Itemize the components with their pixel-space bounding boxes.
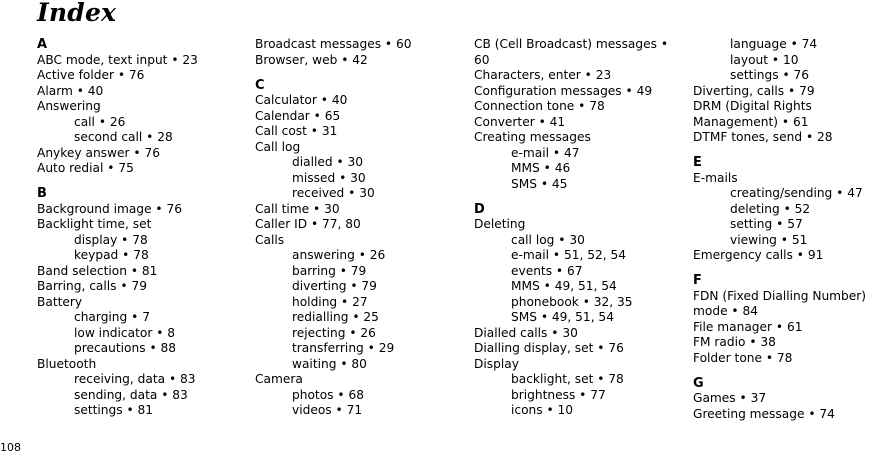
index-subentry: videos • 71 [292,403,363,417]
index-subentry: rejecting • 26 [292,325,376,340]
index-entry: Configuration messages • 49 [474,83,653,98]
index-entry: Active folder • 76 [37,68,145,82]
index-subentry: sending, data • 83 [74,387,188,402]
index-entry: Management) • 61 [693,114,809,129]
index-entry: Dialled calls • 30 [474,325,578,340]
index-entry: Auto redial • 75 [37,161,134,175]
index-subentry: display • 78 [74,232,148,247]
index-entry: mode • 84 [693,304,759,318]
index-entry: Creating messages [474,130,591,144]
index-subentry: barring • 79 [292,263,367,278]
index-subentry: second call • 28 [74,130,173,144]
index-entry: E-mails [693,170,738,185]
index-entry: DRM (Digital Rights [693,99,812,113]
index-entry: Alarm • 40 [37,83,104,98]
index-column-1 [37,37,198,419]
index-subentry: setting • 57 [730,217,803,231]
index-entry: Connection tone • 78 [474,99,605,113]
index-entry: DTMF tones, send • 28 [693,130,833,144]
index-subentry: charging • 7 [74,310,150,324]
index-entry: Call time • 30 [255,201,340,216]
index-column-2 [255,37,412,419]
index-subentry: phonebook • 32, 35 [511,294,633,309]
index-subentry: call • 26 [74,114,126,129]
index-subentry: SMS • 45 [511,176,568,191]
index-entry: Camera [255,372,303,386]
index-subentry: waiting • 80 [292,356,367,371]
index-entry: ABC mode, text input • 23 [37,52,198,67]
page-number: 108 [0,441,21,454]
index-entry: FDN (Fixed Dialling Number) [693,288,867,303]
index-subentry: settings • 76 [730,68,810,82]
index-entry: File manager • 61 [693,319,803,334]
index-entry: Answering [37,99,101,113]
index-entry: Diverting, calls • 79 [693,83,815,98]
index-subentry: backlight, set • 78 [511,372,624,386]
index-entry: Folder tone • 78 [693,350,793,365]
index-entry: Broadcast messages • 60 [255,37,412,51]
index-subentry: low indicator • 8 [74,325,176,340]
index-subentry: answering • 26 [292,248,386,262]
index-subentry: diverting • 79 [292,279,377,293]
index-subentry: icons • 10 [511,403,574,417]
index-entry: Emergency calls • 91 [693,248,824,262]
index-column-4 [693,37,866,422]
index-entry: Calculator • 40 [255,93,348,107]
index-entry: Battery [37,294,83,309]
index-subentry: received • 30 [292,186,375,200]
index-section-letter: C [255,77,265,93]
index-section-letter: G [693,375,704,391]
index-subentry: MMS • 49, 51, 54 [511,279,617,293]
index-entry: Browser, web • 42 [255,52,368,67]
index-subentry: receiving, data • 83 [74,372,196,386]
index-subentry: holding • 27 [292,294,368,309]
index-entry: Call cost • 31 [255,124,338,138]
index-entry: Call log [255,139,301,154]
index-subentry: settings • 81 [74,403,154,417]
index-section-letter: E [693,155,702,170]
index-entry: Anykey answer • 76 [37,145,160,160]
index-subentry: brightness • 77 [511,387,606,402]
index-column-3 [474,37,668,419]
index-entry: FM radio • 38 [693,335,776,349]
index-subentry: photos • 68 [292,387,364,402]
index-subentry: language • 74 [730,37,818,51]
index-entry: Dialling display, set • 76 [474,341,624,355]
page-title: Index [37,0,117,27]
index-subentry: viewing • 51 [730,232,808,247]
index-subentry: precautions • 88 [74,341,177,355]
index-subentry: dialled • 30 [292,155,364,169]
index-entry: CB (Cell Broadcast) messages • [474,37,669,51]
index-section-letter: D [474,201,485,217]
index-entry: Background image • 76 [37,201,182,216]
index-entry: Characters, enter • 23 [474,68,612,82]
index-entry: Games • 37 [693,391,767,405]
index-subentry: redialling • 25 [292,310,379,324]
index-entry: 60 [474,52,490,67]
index-subentry: keypad • 78 [74,248,149,262]
index-subentry: MMS • 46 [511,161,571,175]
index-entry: Bluetooth [37,356,97,371]
index-entry: Calendar • 65 [255,108,341,123]
index-subentry: events • 67 [511,263,583,278]
index-entry: Backlight time, set [37,217,152,231]
index-entry: Barring, calls • 79 [37,279,147,293]
index-entry: Deleting [474,217,526,231]
index-section-letter: A [37,37,48,52]
index-subentry: call log • 30 [511,232,585,247]
index-subentry: layout • 10 [730,52,799,67]
index-section-letter: F [693,273,702,288]
index-entry: Band selection • 81 [37,263,158,278]
index-subentry: missed • 30 [292,170,366,185]
index-section-letter: B [37,186,47,201]
index-subentry: e-mail • 47 [511,145,580,160]
index-subentry: deleting • 52 [730,201,811,216]
index-entry: Converter • 41 [474,114,566,129]
index-entry: Caller ID • 77, 80 [255,217,361,231]
index-subentry: e-mail • 51, 52, 54 [511,248,626,262]
index-subentry: SMS • 49, 51, 54 [511,310,614,324]
index-subentry: creating/sending • 47 [730,186,863,200]
index-subentry: transferring • 29 [292,341,395,355]
index-entry: Display [474,356,519,371]
index-entry: Calls [255,232,285,247]
index-entry: Greeting message • 74 [693,406,835,421]
